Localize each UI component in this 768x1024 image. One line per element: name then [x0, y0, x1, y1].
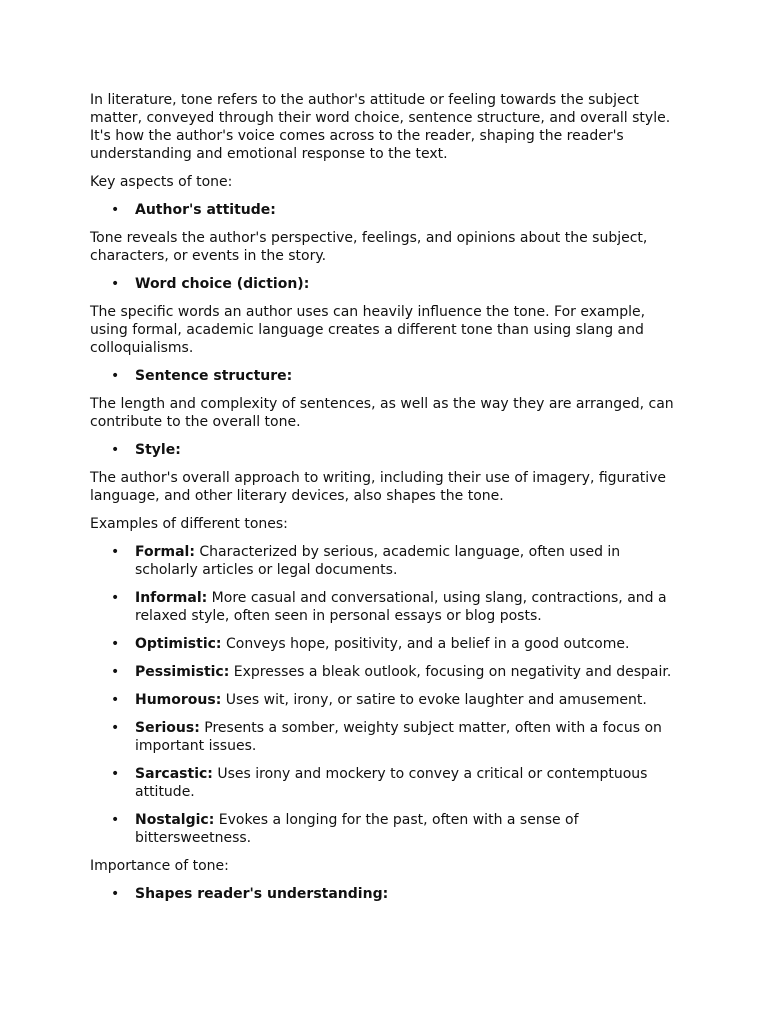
importance-item: [135, 885, 680, 903]
example-text: Expresses a bleak outlook, focusing on negativity and despair.: [229, 664, 672, 680]
aspect-list-3: [90, 367, 680, 385]
aspect-description: The author's overall approach to writing, including their use of imagery, figurative language, and other literary devices, also shapes the tone.: [90, 470, 667, 504]
aspect-list-1: [90, 201, 680, 219]
aspect-term: Style:: [135, 442, 181, 458]
document-page: [90, 91, 680, 913]
example-term: Formal:: [135, 544, 195, 560]
aspect-item: [135, 441, 680, 459]
aspect-term: Author's attitude:: [135, 202, 276, 218]
example-item: [135, 635, 680, 653]
example-item: [135, 719, 680, 755]
example-item: [135, 543, 680, 579]
example-term: Sarcastic:: [135, 766, 213, 782]
example-item: [135, 663, 680, 681]
aspect-item: [135, 275, 680, 293]
aspect-item: [135, 201, 680, 219]
example-item: [135, 811, 680, 847]
aspect-list-4: [90, 441, 680, 459]
examples-list: [90, 543, 680, 847]
example-term: Optimistic:: [135, 636, 222, 652]
example-item: [135, 589, 680, 625]
example-term: Pessimistic:: [135, 664, 230, 680]
example-item: [135, 691, 680, 709]
example-text: More casual and conversational, using slang, contractions, and a relaxed style, often seen in personal essays or blog posts.: [135, 590, 667, 624]
example-text: Evokes a longing for the past, often with a sense of bittersweetness.: [135, 812, 579, 846]
aspect-item: [135, 367, 680, 385]
example-item: [135, 765, 680, 801]
example-text: Conveys hope, positivity, and a belief in a good outcome.: [221, 636, 630, 652]
example-term: Informal:: [135, 590, 208, 606]
aspect-list-2: [90, 275, 680, 293]
key-aspects-heading: Key aspects of tone:: [90, 174, 233, 190]
aspect-term: Word choice (diction):: [135, 276, 310, 292]
importance-list: [90, 885, 680, 903]
example-term: Nostalgic:: [135, 812, 215, 828]
importance-term: Shapes reader's understanding:: [135, 886, 389, 902]
example-text: Uses irony and mockery to convey a critical or contemptuous attitude.: [135, 766, 648, 800]
intro-paragraph: In literature, tone refers to the author's attitude or feeling towards the subject matter, conveyed through their word choice, sentence structure, and overall style. It's how the author's voice comes across to the reader, shaping the reader's understanding and emotional response to the text.: [90, 92, 671, 162]
importance-heading: Importance of tone:: [90, 858, 229, 874]
example-text: Presents a somber, weighty subject matter, often with a focus on important issues.: [135, 720, 662, 754]
aspect-description: The specific words an author uses can heavily influence the tone. For example, using formal, academic language creates a different tone than using slang and colloquialisms.: [90, 304, 646, 356]
examples-heading: Examples of different tones:: [90, 516, 288, 532]
aspect-description: The length and complexity of sentences, as well as the way they are arranged, can contribute to the overall tone.: [90, 396, 674, 430]
example-term: Serious:: [135, 720, 200, 736]
example-term: Humorous:: [135, 692, 222, 708]
aspect-description: Tone reveals the author's perspective, feelings, and opinions about the subject, characters, or events in the story.: [90, 230, 648, 264]
example-text: Characterized by serious, academic language, often used in scholarly articles or legal documents.: [135, 544, 621, 578]
example-text: Uses wit, irony, or satire to evoke laughter and amusement.: [221, 692, 647, 708]
aspect-term: Sentence structure:: [135, 368, 293, 384]
